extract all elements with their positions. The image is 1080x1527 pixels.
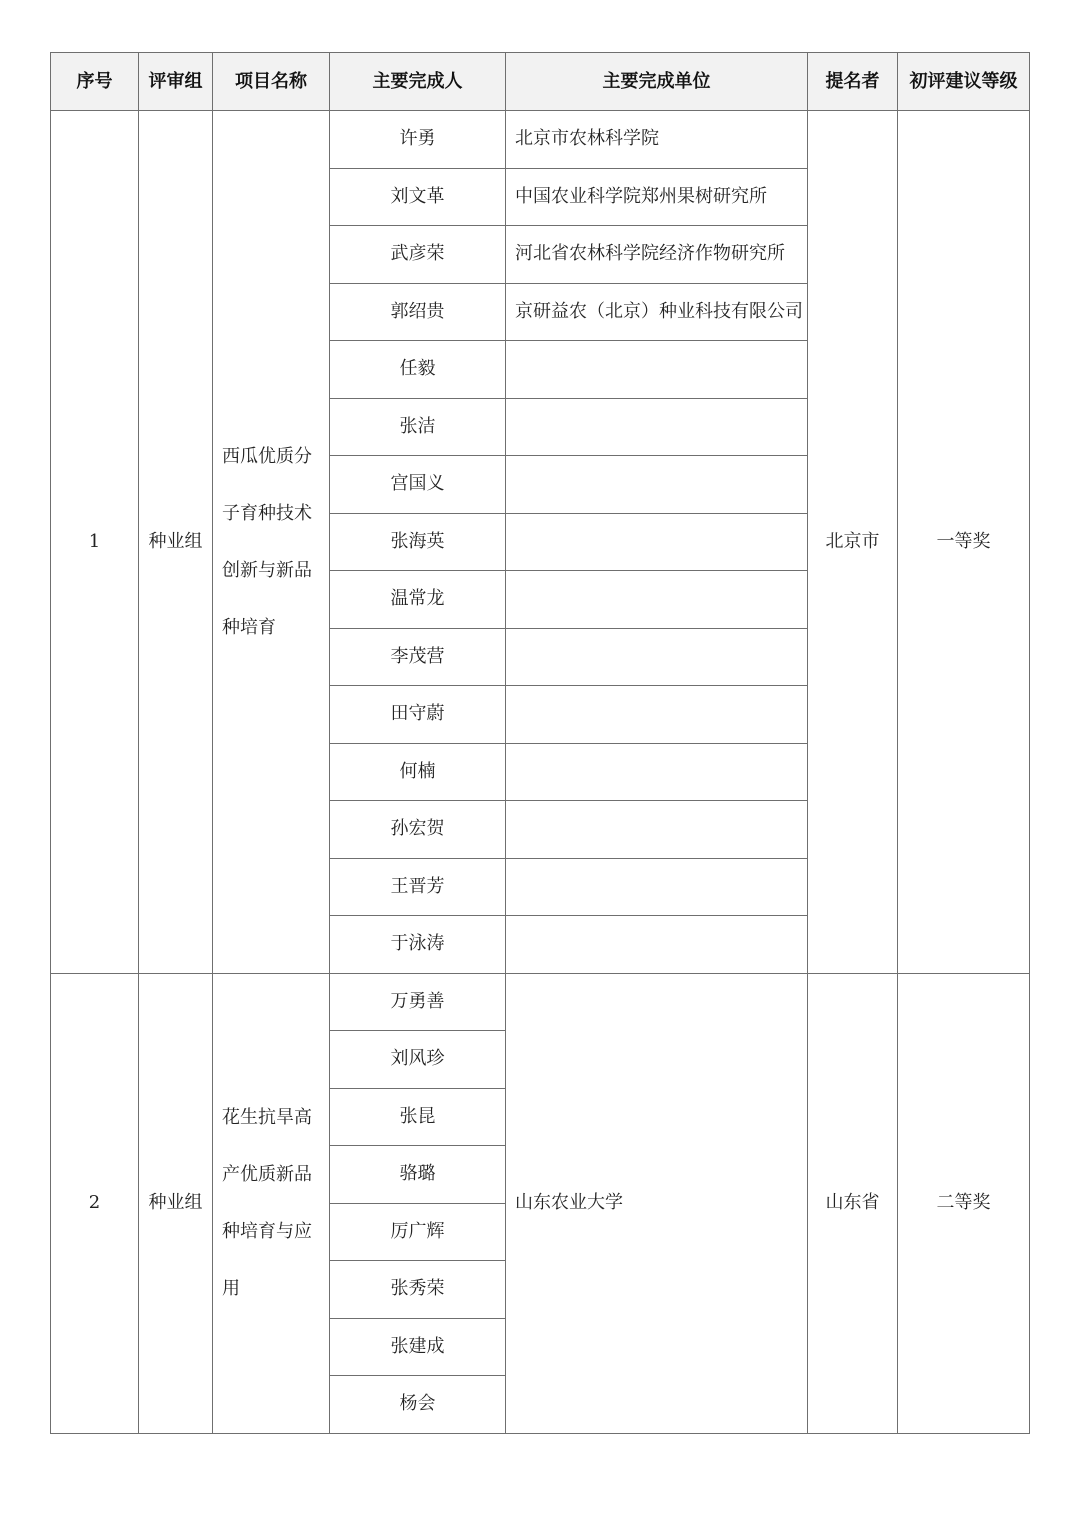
award-table [50, 52, 1030, 1434]
person-name: 张海英 [330, 513, 506, 571]
person-name: 刘文革 [330, 168, 506, 226]
header-project: 项目名称 [213, 53, 330, 111]
unit-name: 北京市农林科学院 [506, 111, 808, 169]
unit-name: 京研益农（北京）种业科技有限公司 [506, 283, 808, 341]
person-name: 李茂营 [330, 628, 506, 686]
person-name: 宫国义 [330, 456, 506, 514]
nominator: 山东省 [808, 973, 898, 1433]
header-seq: 序号 [51, 53, 139, 111]
person-name: 张建成 [330, 1318, 506, 1376]
person-name: 郭绍贵 [330, 283, 506, 341]
person-name: 张昆 [330, 1088, 506, 1146]
row-seq: 2 [51, 973, 139, 1433]
person-name: 骆璐 [330, 1146, 506, 1204]
person-name: 武彦荣 [330, 226, 506, 284]
person-name: 杨会 [330, 1376, 506, 1434]
unit-name [506, 628, 808, 686]
row-group: 种业组 [139, 973, 213, 1433]
person-name: 厉广辉 [330, 1203, 506, 1261]
project-name: 西瓜优质分子育种技术创新与新品种培育 [213, 111, 330, 974]
person-name: 许勇 [330, 111, 506, 169]
person-name: 孙宏贺 [330, 801, 506, 859]
person-name: 田守蔚 [330, 686, 506, 744]
award-level: 一等奖 [898, 111, 1030, 974]
header-row [51, 53, 1030, 111]
header-persons: 主要完成人 [330, 53, 506, 111]
unit-name [506, 398, 808, 456]
table-row [51, 973, 1030, 1031]
unit-name: 山东农业大学 [506, 973, 808, 1433]
unit-name [506, 571, 808, 629]
unit-name [506, 858, 808, 916]
unit-name [506, 341, 808, 399]
unit-name [506, 801, 808, 859]
project-name: 花生抗旱高产优质新品种培育与应用 [213, 973, 330, 1433]
person-name: 温常龙 [330, 571, 506, 629]
header-level: 初评建议等级 [898, 53, 1030, 111]
row-group: 种业组 [139, 111, 213, 974]
person-name: 任毅 [330, 341, 506, 399]
table-row [51, 111, 1030, 169]
row-seq: 1 [51, 111, 139, 974]
award-level: 二等奖 [898, 973, 1030, 1433]
header-group: 评审组 [139, 53, 213, 111]
header-nominator: 提名者 [808, 53, 898, 111]
person-name: 于泳涛 [330, 916, 506, 974]
nominator: 北京市 [808, 111, 898, 974]
person-name: 张秀荣 [330, 1261, 506, 1319]
unit-name: 河北省农林科学院经济作物研究所 [506, 226, 808, 284]
unit-name [506, 686, 808, 744]
unit-name [506, 513, 808, 571]
unit-name [506, 916, 808, 974]
person-name: 王晋芳 [330, 858, 506, 916]
header-units: 主要完成单位 [506, 53, 808, 111]
unit-name [506, 456, 808, 514]
person-name: 万勇善 [330, 973, 506, 1031]
unit-name: 中国农业科学院郑州果树研究所 [506, 168, 808, 226]
person-name: 刘风珍 [330, 1031, 506, 1089]
unit-name [506, 743, 808, 801]
person-name: 何楠 [330, 743, 506, 801]
person-name: 张洁 [330, 398, 506, 456]
